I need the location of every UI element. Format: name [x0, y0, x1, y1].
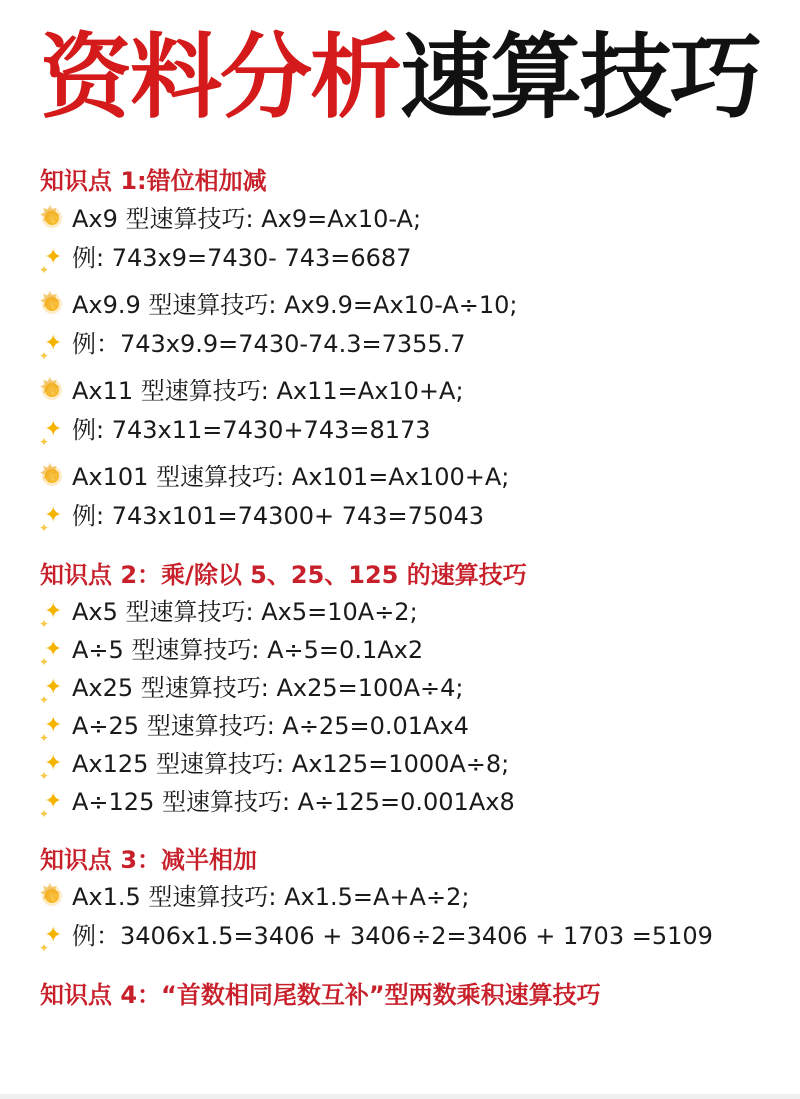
line-text: 例：743x9.9=7430-74.3=7355.7 [72, 330, 466, 358]
sun-icon [38, 376, 66, 404]
line-text: Ax9.9 型速算技巧: Ax9.9=Ax10-A÷10; [72, 291, 518, 319]
sun-icon [38, 882, 66, 910]
section-heading-1: 知识点 1:错位相加减 [40, 167, 267, 195]
line-text: Ax1.5 型速算技巧: Ax1.5=A+A÷2; [72, 883, 470, 911]
section-heading-3: 知识点 3：减半相加 [40, 846, 258, 874]
line-text: A÷5 型速算技巧: A÷5=0.1Ax2 [72, 636, 424, 664]
line-text: Ax101 型速算技巧: Ax101=Ax100+A; [72, 463, 510, 491]
title-black-part: 速算技巧 [400, 24, 761, 131]
line-text: Ax25 型速算技巧: Ax25=100A÷4; [72, 674, 464, 702]
list-item [38, 376, 464, 406]
line-text: Ax125 型速算技巧: Ax125=1000A÷8; [72, 750, 510, 778]
line-text: Ax5 型速算技巧: Ax5=10A÷2; [72, 598, 418, 626]
sparkle-icon [38, 597, 66, 625]
list-item [38, 462, 509, 492]
line-text: A÷125 型速算技巧: A÷125=0.001Ax8 [72, 788, 515, 816]
line-text: 例：3406x1.5=3406 + 3406÷2=3406 + 1703 =5109 [72, 922, 713, 950]
sparkle-icon [38, 243, 66, 271]
list-item [38, 673, 463, 703]
bottom-divider [0, 1094, 800, 1099]
line-text: A÷25 型速算技巧: A÷25=0.01Ax4 [72, 712, 469, 740]
list-item [38, 597, 418, 627]
list-item [38, 882, 469, 912]
list-item [38, 749, 509, 779]
line-text: 例: 743x9=7430- 743=6687 [72, 244, 412, 272]
sparkle-icon [38, 711, 66, 739]
page-title [40, 18, 760, 138]
sun-icon [38, 204, 66, 232]
list-item [38, 787, 515, 817]
sparkle-icon [38, 787, 66, 815]
list-item [38, 290, 517, 320]
sparkle-icon [38, 501, 66, 529]
list-item [38, 329, 466, 359]
line-text: Ax11 型速算技巧: Ax11=Ax10+A; [72, 377, 464, 405]
line-text: 例: 743x101=74300+ 743=75043 [72, 502, 484, 530]
line-text: 例: 743x11=7430+743=8173 [72, 416, 431, 444]
sparkle-icon [38, 921, 66, 949]
list-item [38, 204, 421, 234]
sparkle-icon [38, 415, 66, 443]
section-heading-4: 知识点 4：“首数相同尾数互补”型两数乘积速算技巧 [40, 981, 601, 1009]
sparkle-icon [38, 635, 66, 663]
sparkle-icon [38, 749, 66, 777]
sun-icon [38, 290, 66, 318]
title-red-part: 资料分析 [40, 24, 401, 131]
line-text: Ax9 型速算技巧: Ax9=Ax10-A; [72, 205, 422, 233]
section-heading-2: 知识点 2：乘/除以 5、25、125 的速算技巧 [40, 561, 527, 589]
list-item [38, 415, 431, 445]
list-item [38, 243, 411, 273]
list-item [38, 635, 423, 665]
sparkle-icon [38, 329, 66, 357]
list-item [38, 501, 484, 531]
sun-icon [38, 462, 66, 490]
list-item [38, 711, 469, 741]
list-item [38, 921, 713, 951]
sparkle-icon [38, 673, 66, 701]
